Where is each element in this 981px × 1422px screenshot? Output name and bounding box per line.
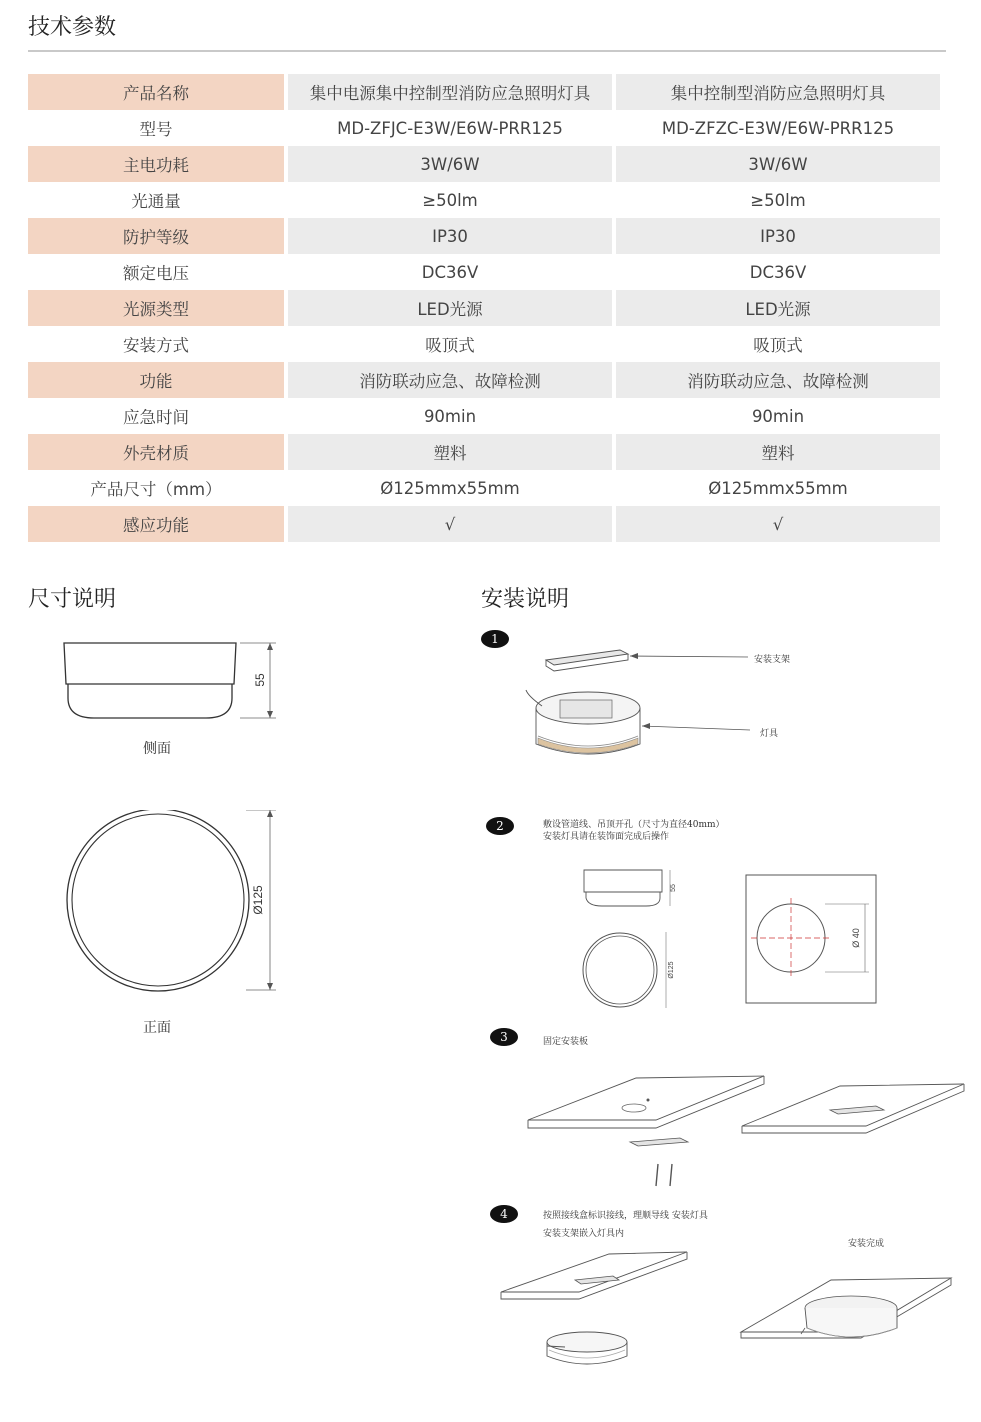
table-row (28, 218, 940, 254)
row-value-1: 3W/6W (288, 146, 612, 182)
page-title: 技术参数 (28, 15, 117, 40)
row-value-1: 集中电源集中控制型消防应急照明灯具 (288, 74, 612, 110)
step-2-line-2: 安装灯具请在装饰面完成后操作 (543, 832, 670, 842)
row-value-1: MD-ZFJC-E3W/E6W-PRR125 (337, 118, 563, 138)
row-value-1: IP30 (288, 218, 612, 254)
row-value-1: 吸顶式 (425, 336, 475, 355)
step-2-height-dim: 55 (670, 884, 677, 892)
step-2-hole-drawing (745, 874, 880, 1006)
row-value-1: Ø125mmx55mm (380, 478, 520, 498)
row-value-2: IP30 (616, 218, 940, 254)
row-value-1: LED光源 (288, 290, 612, 326)
table-row (28, 146, 940, 182)
row-value-2: 3W/6W (616, 146, 940, 182)
row-label: 外壳材质 (28, 434, 284, 470)
step-1-bracket-label: 安装支架 (754, 655, 791, 665)
step-1-badge: 1 (481, 630, 509, 648)
row-label: 感应功能 (28, 506, 284, 542)
step-1-lamp-label: 灯具 (760, 729, 779, 739)
step-2-badge: 2 (486, 817, 514, 835)
row-value-2: 吸顶式 (753, 336, 803, 355)
row-label: 功能 (28, 362, 284, 398)
row-label: 光通量 (131, 192, 181, 211)
step-4-line-1: 按照接线盒标识接线，理顺导线 安装灯具 (543, 1211, 708, 1221)
row-value-2: 90min (751, 406, 805, 426)
front-diameter-dim: Ø125 (251, 885, 265, 915)
spec-table (28, 74, 940, 542)
side-height-dim: 55 (253, 673, 267, 687)
row-value-2: 消防联动应急、故障检测 (616, 362, 940, 398)
table-row (28, 182, 940, 218)
row-value-1: 塑料 (288, 434, 612, 470)
row-value-1: 消防联动应急、故障检测 (288, 362, 612, 398)
step-3-text: 固定安装板 (543, 1037, 589, 1047)
table-row (28, 326, 940, 362)
table-row (28, 254, 940, 290)
step-3-badge: 3 (490, 1028, 518, 1046)
row-value-2: √ (616, 506, 940, 542)
table-row (28, 290, 940, 326)
row-value-2: ≥50lm (750, 190, 806, 210)
row-value-2: 集中控制型消防应急照明灯具 (616, 74, 940, 110)
side-view-drawing (56, 636, 286, 728)
table-row (28, 362, 940, 398)
title-divider (28, 50, 946, 52)
row-label: 额定电压 (123, 264, 189, 283)
row-value-2: DC36V (749, 262, 807, 282)
table-row (28, 110, 940, 146)
table-row (28, 470, 940, 506)
step-4-line-2: 安装支架嵌入灯具内 (543, 1229, 625, 1239)
step-2-product-drawing (578, 866, 688, 1016)
row-label: 光源类型 (28, 290, 284, 326)
row-label: 产品尺寸（mm） (90, 480, 222, 499)
row-value-2: MD-ZFZC-E3W/E6W-PRR125 (661, 118, 895, 138)
row-label: 型号 (139, 120, 173, 139)
row-value-2: 塑料 (616, 434, 940, 470)
row-label: 产品名称 (28, 74, 284, 110)
row-value-1: DC36V (421, 262, 479, 282)
row-value-2: Ø125mmx55mm (708, 478, 848, 498)
step-2-line-1: 敷设管道线、吊顶开孔（尺寸为直径40mm） (543, 820, 725, 830)
table-row (28, 506, 940, 542)
row-value-1: 90min (423, 406, 477, 426)
table-row (28, 74, 940, 110)
step-4-done-label: 安装完成 (848, 1239, 885, 1249)
step-3-drawing (520, 1070, 970, 1190)
step-4-badge: 4 (490, 1205, 518, 1223)
step-4-drawing (495, 1246, 965, 1376)
table-row (28, 398, 940, 434)
dimensions-title: 尺寸说明 (28, 587, 117, 612)
row-label: 安装方式 (123, 336, 189, 355)
front-view-drawing (56, 810, 286, 995)
row-label: 防护等级 (28, 218, 284, 254)
row-label: 应急时间 (123, 408, 189, 427)
row-label: 主电功耗 (28, 146, 284, 182)
side-view-label: 侧面 (143, 741, 171, 757)
row-value-1: ≥50lm (422, 190, 478, 210)
install-title: 安装说明 (481, 587, 570, 612)
row-value-1: √ (288, 506, 612, 542)
front-view-label: 正面 (143, 1020, 171, 1036)
step-2-diameter-dim: Ø125 (668, 961, 675, 979)
row-value-2: LED光源 (616, 290, 940, 326)
table-row (28, 434, 940, 470)
step-2-hole-dim: Ø 40 (851, 928, 861, 948)
